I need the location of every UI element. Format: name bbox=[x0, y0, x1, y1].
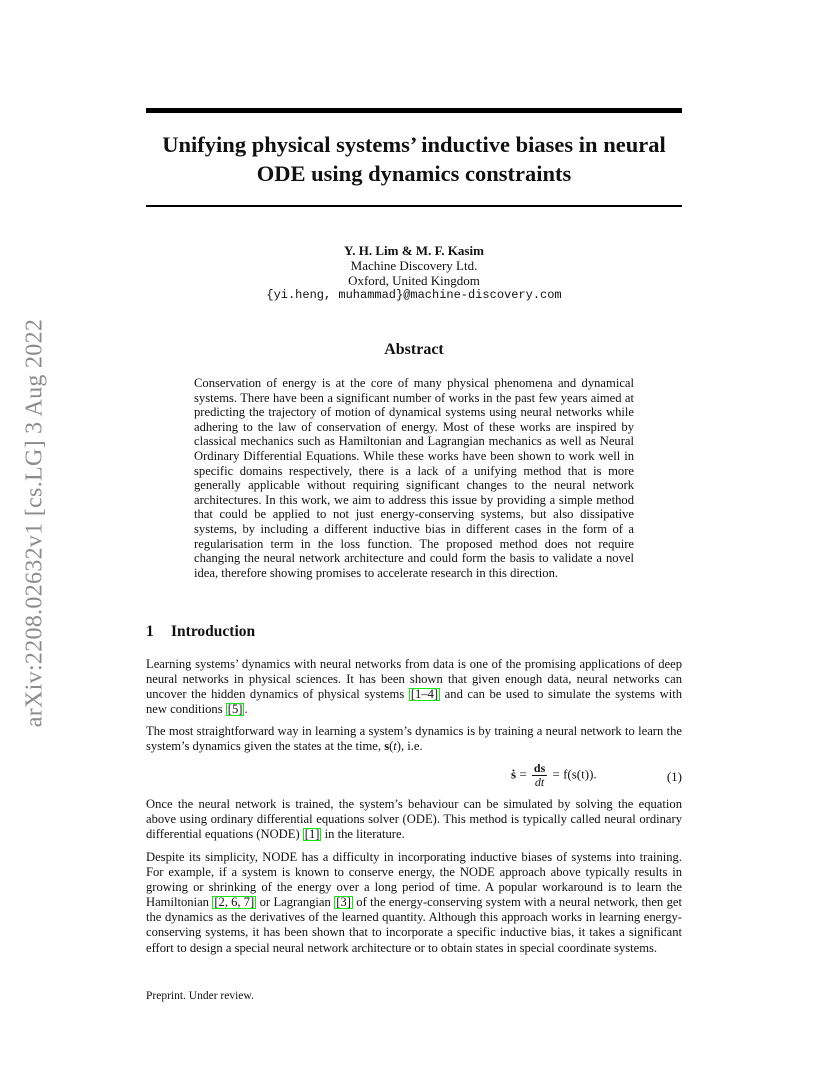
intro-paragraph-4 bbox=[146, 850, 682, 956]
state-variable: s bbox=[384, 739, 390, 754]
fraction-denominator: dt bbox=[534, 775, 545, 789]
paper-title bbox=[146, 130, 682, 188]
arxiv-id-text: arXiv:2208.02632v1 [cs.LG] 3 Aug 2022 bbox=[21, 318, 48, 728]
author-block bbox=[146, 243, 682, 303]
p2-text-c: ), i.e. bbox=[396, 739, 423, 754]
p2-paren-open: ( bbox=[389, 739, 394, 754]
citation-link[interactable]: [3] bbox=[336, 895, 351, 910]
intro-paragraph-1 bbox=[146, 657, 682, 717]
citation-link[interactable]: [1] bbox=[304, 827, 320, 842]
title-top-rule bbox=[146, 108, 682, 113]
equals-sign: = bbox=[516, 766, 530, 782]
citation-link[interactable]: [5] bbox=[227, 702, 243, 717]
abstract-text: Conservation of energy is at the core of many physical phenomena and dynamical systems. There have been a significant number of works in the past few years aimed at predicting the trajectory of motion of dynamical systems using neural networks while adhering to the law of conservation of energy. Most of these works are inspired by classical mechanics such as Hamiltonian and Lagrangian mechanics as well as Neural Ordinary Differential Equations. While these works have been shown to work well in specific domains respectively, there is a lack of a unifying method that is more generally applicable without requiring significant changes to the neural network architectures. In this work, we aim to address this issue by providing a simple method that could be applied to not just energy-conserving systems, but also dissipative systems, by including a different inductive bias in different cases in the form of a regularisation term in the loss function. The proposed method does not require changing the neural network architecture and could form the basis to validate a novel idea, therefore showing promises to accelerate research in this direction. bbox=[194, 376, 634, 580]
intro-paragraph-3 bbox=[146, 797, 682, 842]
equation-rhs: f(s(t)). bbox=[563, 766, 597, 782]
equation-number: (1) bbox=[666, 769, 682, 784]
p2-text-a: The most straightforward way in learning a system’s dynamics is by training a neural network to learn the system’s dynamics given the states at the time, bbox=[146, 724, 682, 754]
intro-paragraph-2 bbox=[146, 724, 682, 754]
equation-1 bbox=[146, 758, 682, 798]
author-location: Oxford, United Kingdom bbox=[348, 273, 480, 288]
title-line-1: Unifying physical systems’ inductive biases in neural bbox=[162, 132, 666, 157]
p4-text-b: or Lagrangian bbox=[256, 895, 335, 910]
author-affiliation: Machine Discovery Ltd. bbox=[350, 258, 478, 273]
fraction-numerator: ds bbox=[533, 761, 546, 775]
equation-lhs: ṡ bbox=[511, 766, 517, 782]
p4-text-c: of the energy-conserving system with a neural network, then get the dynamics as the derivatives of the learned quantity. Although this approach works in learning energy-conserving systems, it has been shown that to incorporate a specific inductive bias, it takes a significant effort to design a special neural network architecture or to obtain states in special coordinate systems. bbox=[146, 895, 682, 955]
citation-link[interactable]: [1–4] bbox=[410, 687, 439, 702]
author-email: {yi.heng, muhammad}@machine-discovery.com bbox=[266, 288, 562, 302]
p1-text-b: and can be used to simulate the systems with new conditions bbox=[146, 687, 682, 717]
derivative-fraction bbox=[532, 762, 547, 789]
time-variable: t bbox=[393, 739, 397, 754]
section-title: Introduction bbox=[171, 623, 256, 640]
citation-link[interactable]: [2, 6, 7] bbox=[214, 895, 255, 910]
footer-note: Preprint. Under review. bbox=[146, 990, 254, 1002]
equation-body bbox=[511, 762, 597, 789]
section-heading-introduction bbox=[146, 623, 255, 641]
equals-sign: = bbox=[549, 766, 564, 782]
p3-text-b: in the literature. bbox=[321, 827, 405, 842]
title-bottom-rule bbox=[146, 205, 682, 207]
p1-text-a: Learning systems’ dynamics with neural networks from data is one of the promising applications of deep neural networks in physical sciences. It has been shown that given enough data, neural networks can uncover the hidden dynamics of physical systems bbox=[146, 657, 682, 702]
abstract-heading: Abstract bbox=[384, 341, 444, 358]
section-number: 1 bbox=[146, 623, 154, 640]
author-names: Y. H. Lim & M. F. Kasim bbox=[344, 243, 484, 258]
p1-text-c: . bbox=[244, 702, 248, 717]
p3-text-a: Once the neural network is trained, the system’s behaviour can be simulated by solving the equation above using ordinary differential equations solver (ODE). This method is typically called neural ordinary differential equations (NODE) bbox=[146, 797, 682, 842]
title-line-2: ODE using dynamics constraints bbox=[256, 161, 572, 186]
p4-text-a: Despite its simplicity, NODE has a difficulty in incorporating inductive biases of systems into training. For example, if a system is known to conserve energy, the NODE approach above typically results in growing or shrinking of the energy over a long period of time. A popular workaround is to learn the Hamiltonian bbox=[146, 850, 682, 910]
